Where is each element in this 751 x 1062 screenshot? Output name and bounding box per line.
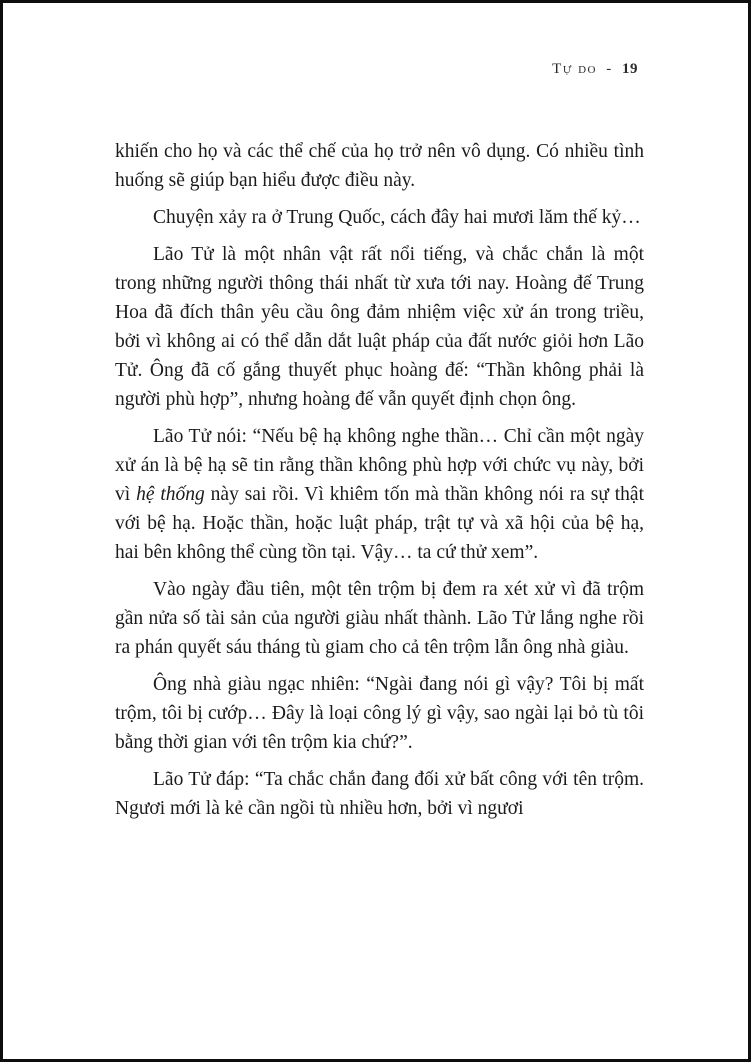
paragraph <box>115 670 644 757</box>
text-run: này sai rồi. Vì khiêm tốn mà thần không nói ra sự thật với bệ hạ. Hoặc thần, hoặc luật pháp, trật tự và xã hội của bệ hạ, hai bên không thể cùng tồn tại. Vậy… ta cứ thử xem”. <box>115 484 645 563</box>
text-run: Lão Tử là một nhân vật rất nổi tiếng, và chắc chắn là một trong những người thông thái nhất từ xưa tới nay. Hoàng đế Trung Hoa đã đích thân yêu cầu ông đảm nhiệm việc xử án trong triều, bởi vì không ai có thể dẫn dắt luật pháp của đất nước giỏi hơn Lão Tử. Ông đã cố gắng thuyết phục hoàng đế: “Thần không phải là người phù hợp”, nhưng hoàng đế vẫn quyết định chọn ông. <box>115 244 644 410</box>
paragraph <box>115 240 644 414</box>
paragraph <box>115 422 644 567</box>
header-separator: - <box>606 61 613 77</box>
text-run: Vào ngày đầu tiên, một tên trộm bị đem ra xét xử vì đã trộm gần nửa số tài sản của người giàu nhất thành. Lão Tử lắng nghe rồi ra phán quyết sáu tháng tù giam cho cả tên trộm lẫn ông nhà giàu. <box>115 579 644 658</box>
paragraph <box>115 575 644 662</box>
paragraph <box>115 137 644 195</box>
paragraph <box>115 765 644 823</box>
body-text <box>115 137 644 831</box>
paragraph <box>115 203 644 232</box>
page-header <box>552 61 638 78</box>
text-run: Ông nhà giàu ngạc nhiên: “Ngài đang nói gì vậy? Tôi bị mất trộm, tôi bị cướp… Đây là loại công lý gì vậy, sao ngài lại bỏ tù tôi bằng thời gian với tên trộm kia chứ?”. <box>115 674 644 753</box>
italic-text-run: hệ thống <box>136 484 205 505</box>
running-title: Tự do <box>552 61 597 77</box>
text-run: Chuyện xảy ra ở Trung Quốc, cách đây hai mươi lăm thế kỷ… <box>153 207 641 228</box>
text-run: khiến cho họ và các thể chế của họ trở nên vô dụng. Có nhiều tình huống sẽ giúp bạn hiểu được điều này. <box>115 141 644 191</box>
page-number: 19 <box>622 61 638 77</box>
text-run: Lão Tử nói: “Nếu bệ hạ không nghe thần… Chỉ cần một ngày xử án là bệ hạ sẽ tin rằng thần không phù hợp với chức vụ này, bởi vì <box>115 426 644 505</box>
text-run: Lão Tử đáp: “Ta chắc chắn đang đối xử bất công với tên trộm. Ngươi mới là kẻ cần ngồi tù nhiều hơn, bởi vì ngươi <box>115 769 644 819</box>
